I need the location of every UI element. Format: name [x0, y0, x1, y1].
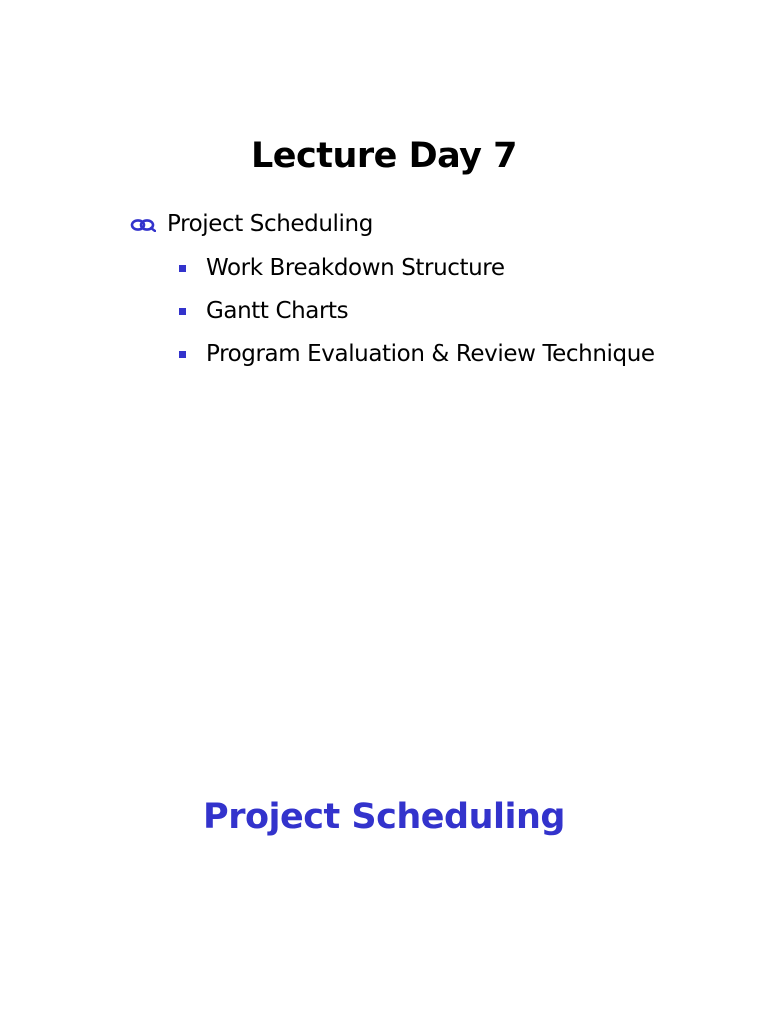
sub-bullet-label: Gantt Charts [206, 298, 349, 324]
square-bullet-icon [179, 265, 186, 272]
square-bullet-icon [179, 351, 186, 358]
sub-bullet-label: Program Evaluation & Review Technique [206, 341, 655, 367]
bullet-label: Project Scheduling [167, 211, 373, 237]
sub-bullet-item-work-breakdown [179, 250, 505, 286]
sub-bullet-label: Work Breakdown Structure [206, 255, 505, 281]
square-bullet-icon [179, 308, 186, 315]
section-title: Project Scheduling [203, 797, 565, 837]
bullet-item-project-scheduling [130, 206, 373, 242]
interlocking-rings-bullet-icon [130, 217, 156, 231]
sub-bullet-item-gantt-charts [179, 293, 348, 329]
sub-bullet-item-pert [179, 336, 655, 372]
slide-title: Lecture Day 7 [250, 136, 518, 176]
